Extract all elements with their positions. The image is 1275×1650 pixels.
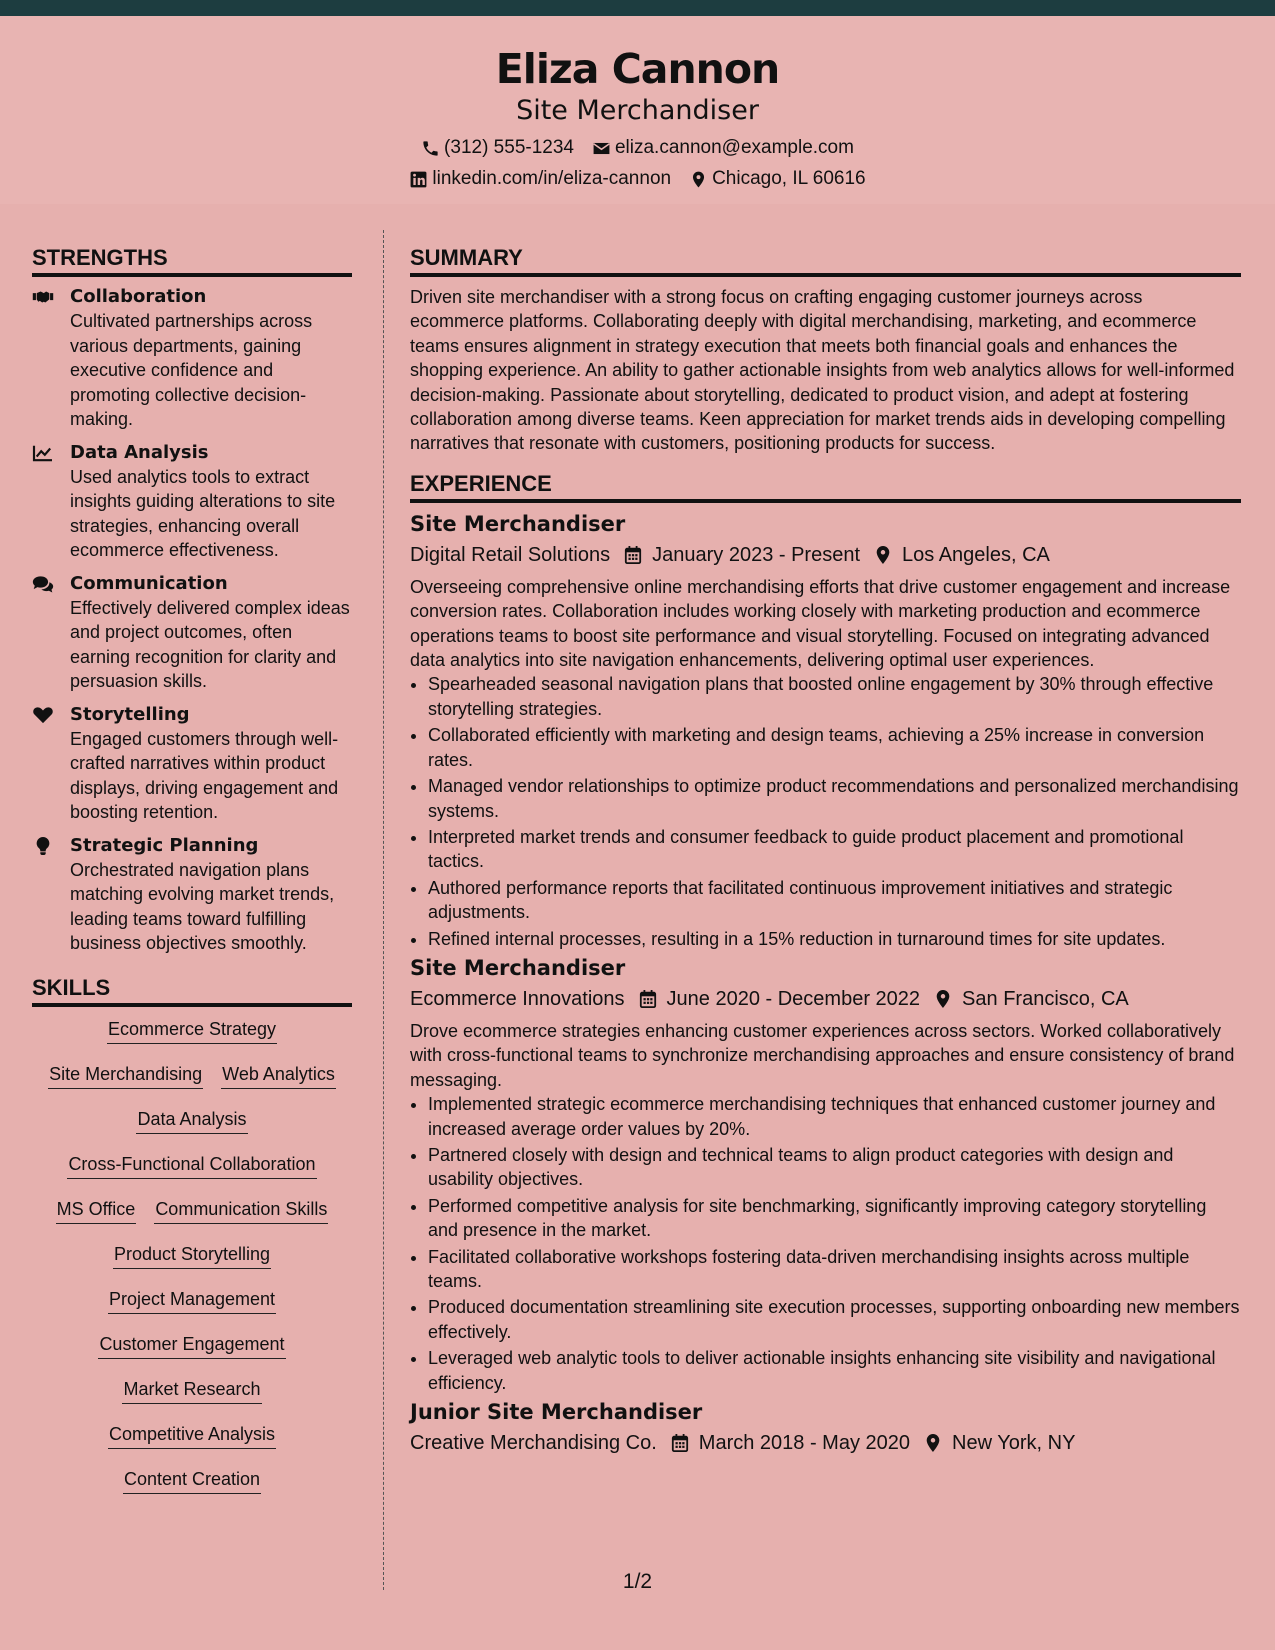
left-column <box>32 244 352 1512</box>
skill-row <box>32 1242 352 1287</box>
skill-row <box>32 1332 352 1377</box>
strength-body <box>70 703 352 825</box>
strength-title: Data Analysis <box>70 441 209 463</box>
job-location: Los Angeles, CA <box>902 543 1050 566</box>
skill-row <box>32 1197 352 1242</box>
email-contact[interactable] <box>592 137 854 159</box>
strength-body <box>70 285 352 432</box>
strengths-list <box>32 285 352 956</box>
job-meta <box>410 1429 1241 1457</box>
skill-tag: Customer Engagement <box>98 1332 285 1359</box>
skill-tag: MS Office <box>56 1197 137 1224</box>
heart-icon <box>32 703 70 825</box>
map-marker-icon <box>689 170 708 189</box>
candidate-title: Site Merchandiser <box>516 95 759 126</box>
skill-tag: Data Analysis <box>136 1107 247 1134</box>
strength-description: Cultivated partnerships across various departments, gaining executive confidence and promoting collective decision-making. <box>70 311 313 429</box>
contact-row-1 <box>0 137 1275 159</box>
job-title: Junior Site Merchandiser <box>410 1400 703 1425</box>
job-entry <box>410 955 1241 1395</box>
job-title: Site Merchandiser <box>410 511 626 536</box>
job-company: Ecommerce Innovations <box>410 987 625 1010</box>
right-column <box>410 244 1241 1463</box>
strength-description: Engaged customers through well-crafted narratives within product displays, driving engagement and boosting retention. <box>70 728 339 822</box>
strength-description: Effectively delivered complex ideas and project outcomes, often earning recognition for clarity and persuasion skills. <box>70 597 350 691</box>
list-item: • Produced documentation streamlining site execution processes, supporting onboarding new members effectively. <box>428 1295 1241 1344</box>
skill-tag: Project Management <box>108 1287 276 1314</box>
skill-row <box>32 1152 352 1197</box>
summary-text: Driven site merchandiser with a strong focus on crafting engaging customer journeys across ecommerce platforms. Collaborating deeply with digital merchandising, marketing, and ecommerce teams ensures alignment in strategy execution that meets both financial goals and enhances the shopping experience. An ability to gather actionable insights from web analytics allows for well-informed decision-making. Passionate about storytelling, dedicated to product vision, and adept at fostering collaboration among diverse teams. Keen appreciation for market trends aids in developing compelling narratives that resonate with customers, positioning products for success. <box>410 287 1235 454</box>
strength-title: Communication <box>70 572 228 594</box>
top-bar <box>0 0 1275 16</box>
list-item: • Spearheaded seasonal navigation plans that boosted online engagement by 30% through effective storytelling strategies. <box>428 672 1241 721</box>
job-entry <box>410 511 1241 951</box>
calendar-icon <box>625 989 667 1009</box>
candidate-name: Eliza Cannon <box>495 45 780 93</box>
email-text: eliza.cannon@example.com <box>614 137 854 158</box>
phone-contact[interactable] <box>421 137 574 159</box>
skill-tag: Product Storytelling <box>113 1242 271 1269</box>
job-location: New York, NY <box>952 1432 1076 1455</box>
list-item: • Facilitated collaborative workshops fostering data-driven merchandising insights across multiple teams. <box>428 1245 1241 1294</box>
lightbulb-icon <box>32 834 70 956</box>
skill-row <box>32 1287 352 1332</box>
list-item: • Interpreted market trends and consumer feedback to guide product placement and promotional tactics. <box>428 825 1241 874</box>
phone-text: (312) 555-1234 <box>444 137 574 158</box>
strength-body <box>70 441 352 563</box>
skill-tag: Market Research <box>122 1377 261 1404</box>
skill-tag: Content Creation <box>123 1467 261 1494</box>
map-marker-icon <box>860 545 902 565</box>
phone-icon <box>421 139 440 158</box>
list-item: • Implemented strategic ecommerce merchandising techniques that enhanced customer journey and increased average order values by 20%. <box>428 1092 1241 1141</box>
job-dates: March 2018 - May 2020 <box>698 1432 911 1455</box>
skill-row <box>32 1107 352 1152</box>
experience-heading: EXPERIENCE <box>410 470 1241 503</box>
list-item: • Leveraged web analytic tools to deliver actionable insights enhancing site visibility and navigational efficiency. <box>428 1346 1241 1395</box>
job-company: Creative Merchandising Co. <box>410 1432 657 1455</box>
skill-row <box>32 1377 352 1422</box>
location-text: Chicago, IL 60616 <box>712 168 866 189</box>
skill-tag: Web Analytics <box>221 1062 336 1089</box>
job-entry <box>410 1399 1241 1457</box>
list-item: • Managed vendor relationships to optimize product recommendations and personalized merchandising systems. <box>428 774 1241 823</box>
skill-tag: Cross-Functional Collaboration <box>67 1152 316 1179</box>
skill-tag: Competitive Analysis <box>108 1422 276 1449</box>
location-contact <box>689 168 866 190</box>
skill-tag: Site Merchandising <box>48 1062 203 1089</box>
job-location: San Francisco, CA <box>962 987 1129 1010</box>
page-number: 1/2 <box>622 1570 653 1593</box>
job-company: Digital Retail Solutions <box>410 543 611 566</box>
contact-row-2 <box>0 168 1275 190</box>
skill-tag: Communication Skills <box>154 1197 328 1224</box>
envelope-icon <box>592 139 611 158</box>
skill-row <box>32 1017 352 1062</box>
handshake-icon <box>32 285 70 432</box>
job-bullets <box>410 1092 1241 1395</box>
summary-heading: SUMMARY <box>410 244 1241 277</box>
strength-title: Strategic Planning <box>70 834 259 856</box>
strength-item <box>32 703 352 825</box>
strength-item <box>32 834 352 956</box>
list-item: • Authored performance reports that facilitated continuous improvement initiatives and strategic adjustments. <box>428 876 1241 925</box>
skill-row <box>32 1467 352 1512</box>
job-description: Drove ecommerce strategies enhancing customer experiences across sectors. Worked collaboratively with cross-functional teams to synchronize merchandising approaches and ensure consistency of brand messaging. <box>410 1020 1235 1090</box>
linkedin-icon <box>409 170 428 189</box>
job-bullets <box>410 672 1241 950</box>
strength-item <box>32 572 352 694</box>
chart-line-icon <box>32 441 70 563</box>
strength-body <box>70 834 352 956</box>
skill-row <box>32 1062 352 1107</box>
calendar-icon <box>657 1433 699 1453</box>
strength-title: Collaboration <box>70 286 207 307</box>
list-item: • Refined internal processes, resulting in a 15% reduction in turnaround times for site updates. <box>428 927 1241 951</box>
linkedin-text: linkedin.com/in/eliza-cannon <box>432 168 672 189</box>
resume-header <box>0 16 1275 204</box>
strength-description: Used analytics tools to extract insights guiding alterations to site strategies, enhancing overall ecommerce effectiveness. <box>70 466 336 560</box>
skill-row <box>32 1422 352 1467</box>
linkedin-contact[interactable] <box>409 168 671 190</box>
job-meta <box>410 985 1241 1013</box>
strength-item <box>32 285 352 432</box>
column-divider <box>383 230 384 1590</box>
skills-heading: SKILLS <box>32 974 352 1007</box>
strength-item <box>32 441 352 563</box>
list-item: • Performed competitive analysis for site benchmarking, significantly improving category storytelling and presence in the market. <box>428 1194 1241 1243</box>
job-title: Site Merchandiser <box>410 955 626 980</box>
list-item: • Collaborated efficiently with marketing and design teams, achieving a 25% increase in conversion rates. <box>428 723 1241 772</box>
map-marker-icon <box>910 1433 952 1453</box>
comments-icon <box>32 572 70 694</box>
job-description: Overseeing comprehensive online merchandising efforts that drive customer engagement and increase conversion rates. Collaboration includes working closely with marketing production and ecommerce operations teams to boost site performance and visual storytelling. Focused on integrating advanced data analytics into site navigation enhancements, delivering optimal user experiences. <box>410 576 1231 671</box>
job-meta <box>410 541 1241 569</box>
strength-body <box>70 572 352 694</box>
map-marker-icon <box>920 989 962 1009</box>
strength-title: Storytelling <box>70 703 190 725</box>
list-item: • Partnered closely with design and technical teams to align product categories with design and usability objectives. <box>428 1143 1241 1192</box>
skills-list <box>32 1017 352 1512</box>
job-dates: June 2020 - December 2022 <box>666 987 921 1010</box>
experience-list <box>410 511 1241 1457</box>
strengths-heading: STRENGTHS <box>32 244 352 277</box>
calendar-icon <box>610 545 652 565</box>
skill-tag: Ecommerce Strategy <box>107 1017 277 1044</box>
strength-description: Orchestrated navigation plans matching evolving market trends, leading teams toward fulfilling business objectives smoothly. <box>70 859 335 953</box>
job-dates: January 2023 - Present <box>652 543 861 566</box>
